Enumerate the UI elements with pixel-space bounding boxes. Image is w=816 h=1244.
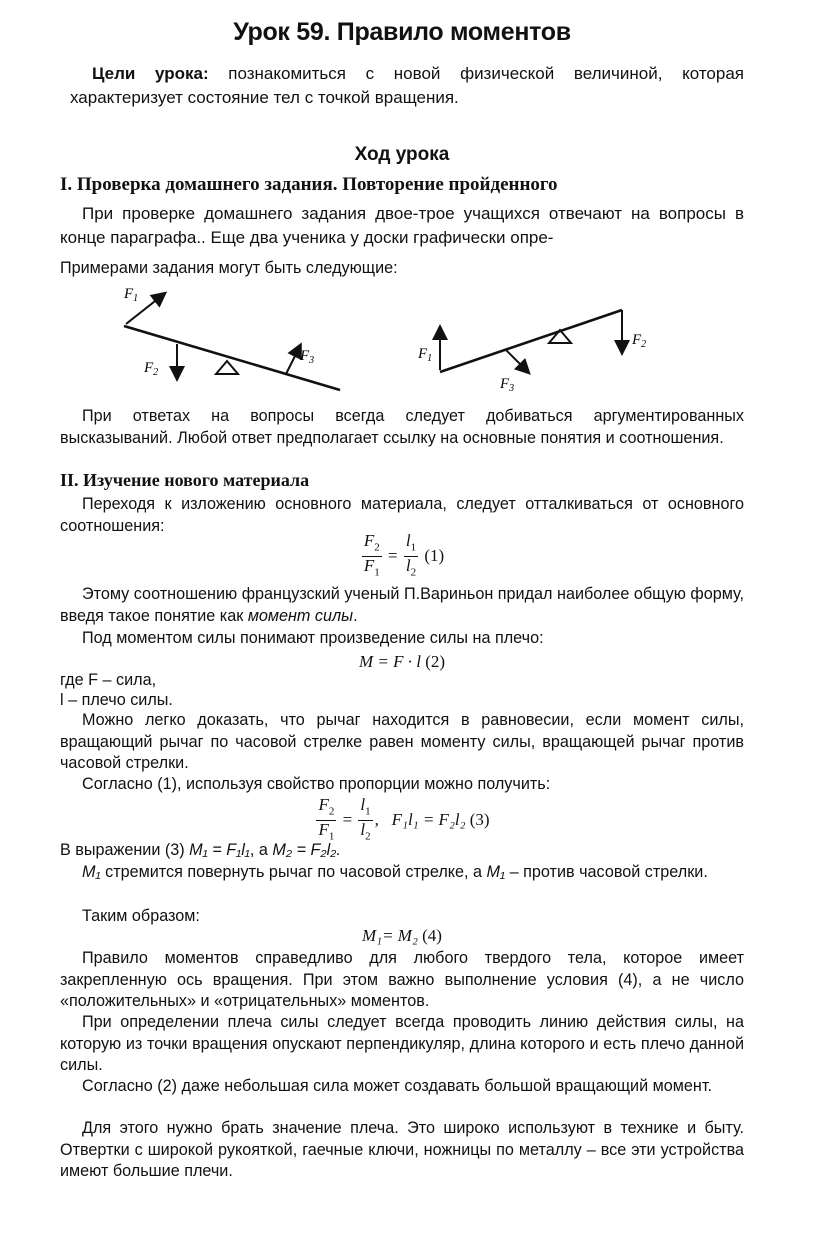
right-f3-arrow bbox=[506, 350, 528, 372]
right-f1-label: $F_1$ bbox=[418, 346, 433, 364]
course-heading: Ход урока bbox=[354, 144, 450, 165]
left-f3-arrow bbox=[286, 346, 300, 374]
section2-p6: В выражении (3) M₁ = F₁l₁, а M₂ = F₂l₂. bbox=[60, 841, 341, 859]
right-lever bbox=[417, 310, 646, 394]
section1-heading: I. Проверка домашнего задания. Повторение пройденного bbox=[60, 174, 558, 195]
left-f3-label: $F_3$ bbox=[300, 348, 315, 366]
goals-text: познакомиться с новой физической величиной, которая характеризует состояние тел с точкой вращения. bbox=[70, 64, 744, 107]
where-f: где F – сила, bbox=[60, 671, 157, 689]
lever-diagrams bbox=[60, 262, 744, 402]
section2-p2: Этому соотношению французский ученый П.Вариньон придал наиболее общую форму, введя такое понятие как момент силы. bbox=[60, 585, 744, 625]
formula-4: M₁= M₂ (4) bbox=[362, 926, 442, 945]
formula-1: $\frac{F_2}{F_1}$ = $\frac{l_1}{l_2}$ (1) bbox=[363, 531, 445, 579]
section2-p8: Таким образом: bbox=[82, 907, 200, 925]
where-l: l – плечо силы. bbox=[60, 691, 173, 709]
section2-p7: M₁ стремится повернуть рычаг по часовой стрелке, а M₁ – против часовой стрелки. bbox=[82, 863, 708, 881]
section2-heading: II. Изучение нового материала bbox=[60, 470, 310, 490]
right-f2-label: $F_2$ bbox=[632, 332, 647, 350]
lesson-goals bbox=[70, 62, 744, 110]
section2-p10: При определении плеча силы следует всегда проводить линию действия силы, на которую из точки вращения опускают перпендикуляр, длина которого и есть плечо данной силы. bbox=[60, 1013, 744, 1074]
formula-1-tag: (1) bbox=[424, 545, 445, 565]
goals-label: Цели урока: bbox=[92, 64, 209, 83]
lesson-title: Урок 59. Правило моментов bbox=[233, 18, 571, 46]
section2-p11: Согласно (2) даже небольшая сила может создавать большой вращающий момент. bbox=[82, 1077, 712, 1095]
examples-intro: Примерами задания могут быть следующие: bbox=[60, 259, 398, 277]
formula-2: M = F · l (2) bbox=[358, 652, 446, 671]
section1-paragraph2: При ответах на вопросы всегда следует добиваться аргументированных высказываний. Любой ответ предполагает ссылку на основные понятия и соотношения. bbox=[60, 407, 744, 447]
left-lever bbox=[123, 286, 340, 390]
section2-p12: Для этого нужно брать значение плеча. Это широко используют в технике и быту. Отвертки с широкой рукояткой, гаечные ключи, ножницы по металлу – все эти устройства имеют большие плечи. bbox=[60, 1119, 744, 1180]
section2-p4: Можно легко доказать, что рычаг находится в равновесии, если момент силы, вращающий рычаг по часовой стрелке равен моменту силы, вращающей рычаг против часовой стрелки. bbox=[60, 711, 744, 772]
section1-paragraph1: При проверке домашнего задания двое-трое учащихся отвечают на вопросы в конце параграфа.. Еще два ученика у доски графически опре- bbox=[60, 204, 744, 247]
section2-p5: Согласно (1), используя свойство пропорции можно получить: bbox=[82, 775, 551, 793]
left-f2-label: $F_2$ bbox=[144, 360, 159, 378]
section2-p3: Под моментом силы понимают произведение силы на плечо: bbox=[82, 629, 544, 647]
term-moment-sily: момент силы bbox=[247, 606, 354, 625]
section2-p9: Правило моментов справедливо для любого твердого тела, которое имеет закрепленную ось вращения. При этом важно выполнение условия (4), а не число «положительных» и «отрицательных» моментов. bbox=[60, 949, 744, 1010]
section2-p1: Переходя к изложению основного материала, следует отталкиваться от основного соотношения: bbox=[60, 495, 744, 535]
left-f1-label: $F_1$ bbox=[124, 286, 139, 304]
right-f3-label: $F_3$ bbox=[500, 376, 515, 394]
formula-3: $\frac{F_2}{F_1}$ = $\frac{l_1}{l_2}$ , F₁l₁ = F₂l₂ (3) bbox=[318, 795, 490, 843]
